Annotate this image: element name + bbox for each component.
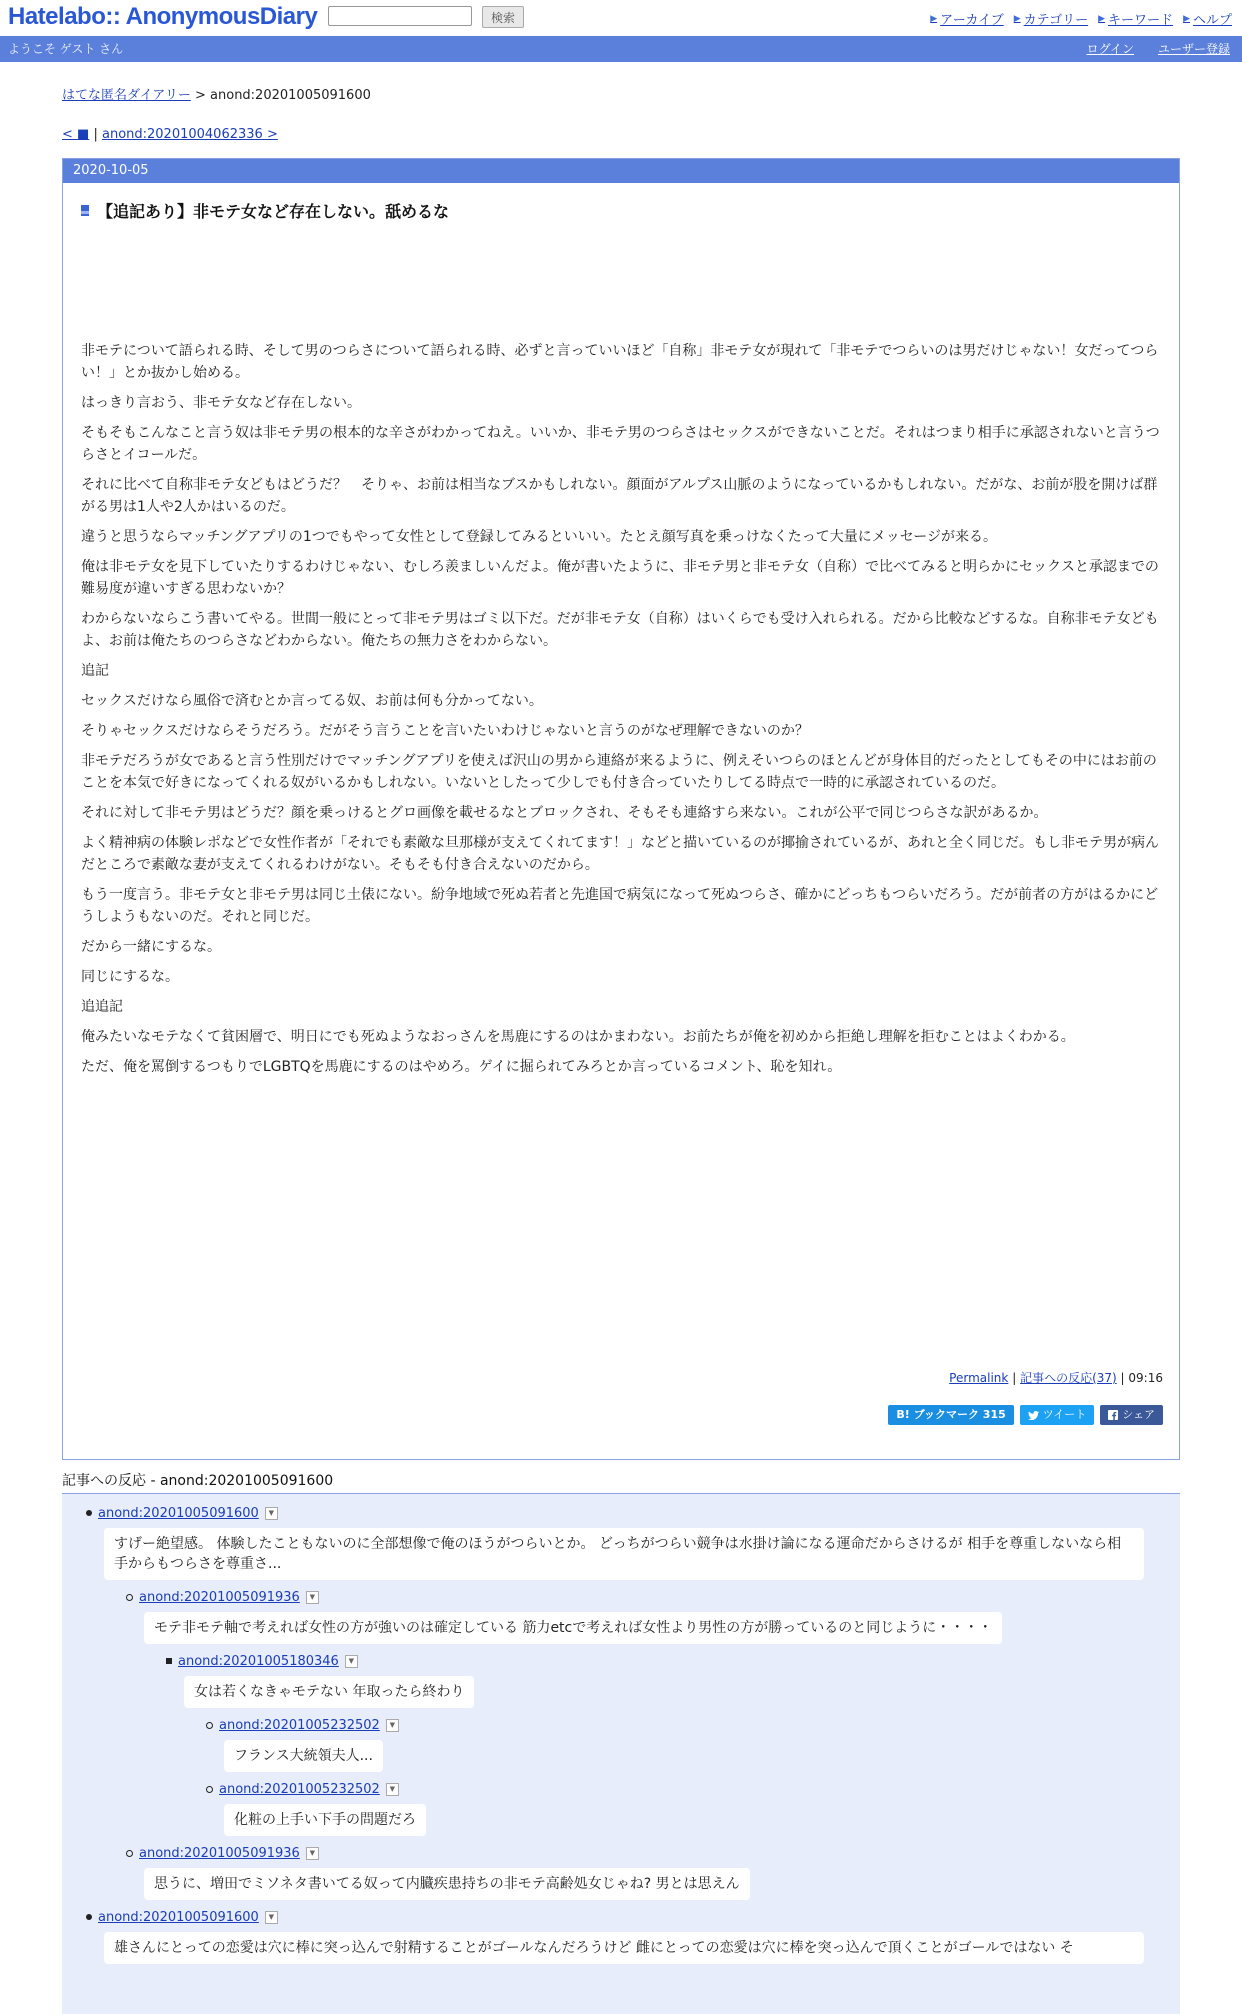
response-link[interactable]: anond:20201005180346 <box>178 1653 339 1669</box>
response-item <box>166 1650 1180 1714</box>
responses-title: 記事への反応 - anond:20201005091600 <box>62 1470 1180 1494</box>
search-button[interactable]: 検索 <box>482 6 524 28</box>
response-item <box>86 1906 1180 1974</box>
response-link[interactable]: anond:20201005232502 <box>219 1781 380 1797</box>
bullet-disc-icon <box>86 1914 92 1920</box>
diary-entry <box>62 158 1180 1460</box>
dropdown-icon[interactable]: ▼ <box>265 1507 278 1520</box>
bullet-square-icon <box>166 1658 172 1664</box>
response-link[interactable]: anond:20201005091936 <box>139 1845 300 1861</box>
dropdown-icon[interactable]: ▼ <box>306 1591 319 1604</box>
footer-separator: | <box>1120 1371 1125 1385</box>
entry-paragraph: 俺みたいなモテなくて貧困層で、明日にでも死ぬようなおっさんを馬鹿にするのはかまわない。お前たちが俺を初めから拒絶し理解を拒むことはよくわかる。 <box>81 1029 1075 1045</box>
facebook-share-button[interactable]: シェア <box>1100 1405 1163 1425</box>
facebook-icon <box>1108 1410 1118 1420</box>
entry-paragraph: それに比べて自称非モテ女どもはどうだ？ そりゃ、お前は相当なブスかもしれない。顔面がアルプス山脈のようになっているかもしれない。だがな、お前が股を開けば群がる男は1人や2人かはいるのだ。 <box>81 477 1158 515</box>
bullet-circle-icon <box>126 1850 133 1857</box>
bullet-circle-icon <box>206 1722 213 1729</box>
entry-paragraph: 非モテだろうが女であると言う性別だけでマッチングアプリを使えば沢山の男から連絡が来るように、例えそいつらのほとんどが身体目的だったとしてもその中にはお前のことを本気で好きになってくれる奴がいるかもしれない。いないとしたって少しでも付き合っていたりしてる時点で一時的に承認されているのだ。 <box>81 753 1157 791</box>
breadcrumb-current: anond:20201005091600 <box>210 88 371 103</box>
chevron-right-icon: ▶ <box>930 13 938 24</box>
dropdown-icon[interactable]: ▼ <box>386 1719 399 1732</box>
search-input[interactable] <box>328 6 472 26</box>
welcome-text: ようこそ ゲスト さん <box>8 42 124 56</box>
entry-footer <box>949 1369 1163 1386</box>
breadcrumb-separator: > <box>194 88 206 103</box>
response-item <box>86 1502 1180 1586</box>
entry-paragraph: セックスだけなら風俗で済むとか言ってる奴、お前は何も分かってない。 <box>81 693 543 709</box>
chevron-right-icon: ▶ <box>1013 13 1021 24</box>
entry-paragraph: わからないならこう書いてやる。世間一般にとって非モテ男はゴミ以下だ。だが非モテ女（自称）はいくらでも受け入れられる。だから比較などするな。自称非モテ女どもよ、お前は俺たちのつらさなどわからない。俺たちの無力さをわからない。 <box>81 611 1159 649</box>
bullet-disc-icon <box>86 1510 92 1516</box>
dropdown-icon[interactable]: ▼ <box>386 1783 399 1796</box>
entry-date: 2020-10-05 <box>63 159 1179 183</box>
chevron-right-icon: ▶ <box>1098 13 1106 24</box>
next-entry-link[interactable]: anond:20201004062336 > <box>101 127 278 142</box>
permalink-link[interactable]: Permalink <box>949 1371 1009 1385</box>
entry-paragraph: 追追記 <box>81 999 123 1015</box>
main-content <box>62 84 1180 2014</box>
response-text: 雄さんにとっての恋愛は穴に棒に突っ込んで射精することがゴールなんだろうけど 雌にとっての恋愛は穴に棒を突っ込んで頂くことがゴールではない そ <box>104 1932 1144 1964</box>
entry-title-text: 【追記あり】非モテ女など存在しない。舐めるな <box>97 202 450 221</box>
entry-paragraph: 違うと思うならマッチングアプリの1つでもやって女性として登録してみるといいい。たとえ顔写真を乗っけなくたって大量にメッセージが来る。 <box>81 529 997 545</box>
site-header <box>0 0 1242 36</box>
login-link[interactable]: ログイン <box>1086 42 1134 56</box>
response-item <box>126 1586 1180 1650</box>
welcome-bar <box>0 36 1242 62</box>
entry-time: 09:16 <box>1128 1371 1163 1385</box>
response-item <box>206 1714 1180 1778</box>
entry-paragraph: よく精神病の体験レポなどで女性作者が「それでも素敵な旦那様が支えてくれてます！」などと描いているのが揶揄されているが、あれと全く同じだ。もし非モテ男が病んだところで素敵な妻が支えてくれるわけがない。そもそも付き合えないのだから。 <box>81 835 1159 873</box>
entry-paragraph: そもそもこんなこと言う奴は非モテ男の根本的な辛さがわかってねえ。いいか、非モテ男のつらさはセックスができないことだ。それはつまり相手に承認されないと言うつらさとイコールだ。 <box>81 425 1160 463</box>
response-link[interactable]: anond:20201005091600 <box>98 1505 259 1521</box>
response-text: 化粧の上手い下手の問題だろ <box>224 1804 426 1836</box>
tweet-button[interactable]: ツイート <box>1020 1405 1094 1425</box>
pager <box>62 127 1180 142</box>
response-text: 思うに、増田でミソネタ書いてる奴って内臓疾患持ちの非モテ高齢処女じゃね? 男とは思えん <box>144 1868 750 1900</box>
entry-paragraph: だから一緒にするな。 <box>81 939 221 955</box>
dropdown-icon[interactable]: ▼ <box>306 1847 319 1860</box>
entry-paragraph: はっきり言おう、非モテ女など存在しない。 <box>81 395 361 411</box>
response-text: モテ非モテ軸で考えれば女性の方が強いのは確定している 筋力etcで考えれば女性より男性の方が勝っているのと同じように・・・・ <box>144 1612 1002 1644</box>
entry-paragraph: 追記 <box>81 663 109 679</box>
nav-keyword[interactable]: ▶ キーワード <box>1098 13 1174 28</box>
entry-paragraph: 非モテについて語られる時、そして男のつらさについて語られる時、必ずと言っていいほど「自称」非モテ女が現れて「非モテでつらいのは男だけじゃない！女だってつらい！」とか抜かし始める。 <box>81 343 1159 381</box>
entry-paragraph: もう一度言う。非モテ女と非モテ男は同じ土俵にない。紛争地域で死ぬ若者と先進国で病気になって死ぬつらさ、確かにどっちもつらいだろう。だが前者の方がはるかにどうしようもないのだ。それと同じだ。 <box>81 887 1159 925</box>
dropdown-icon[interactable]: ▼ <box>265 1911 278 1924</box>
dropdown-icon[interactable]: ▼ <box>345 1655 358 1668</box>
footer-separator: | <box>1012 1371 1017 1385</box>
response-link[interactable]: anond:20201005232502 <box>219 1717 380 1733</box>
nav-help[interactable]: ▶ ヘルプ <box>1183 13 1232 28</box>
nav-category[interactable]: ▶ カテゴリー <box>1013 13 1089 28</box>
nav-archive[interactable]: ▶ アーカイブ <box>930 13 1004 28</box>
response-item <box>126 1842 1180 1906</box>
breadcrumb-home[interactable]: はてな匿名ダイアリー <box>62 88 191 103</box>
response-text: すげー絶望感。 体験したこともないのに全部想像で俺のほうがつらいとか。 どっちがつらい競争は水掛け論になる運命だからさけるが 相手を尊重しないなら相手からもつらさを尊重さ... <box>104 1528 1144 1580</box>
bullet-circle-icon <box>126 1594 133 1601</box>
entry-body <box>81 340 1161 1078</box>
register-link[interactable]: ユーザー登録 <box>1157 42 1230 56</box>
site-logo[interactable]: Hatelabo:: AnonymousDiary <box>8 3 318 30</box>
response-link[interactable]: anond:20201005091936 <box>139 1589 300 1605</box>
pager-separator: | <box>93 127 98 142</box>
entry-paragraph: 俺は非モテ女を見下していたりするわけじゃない、むしろ羨ましいんだよ。俺が書いたように、非モテ男と非モテ女（自称）で比べてみると明らかにセックスと承認までの難易度が違いすぎる思わないか？ <box>81 559 1159 597</box>
response-text: 女は若くなきゃモテない 年取ったら終わり <box>184 1676 474 1708</box>
top-nav <box>930 9 1232 28</box>
share-buttons <box>888 1405 1163 1425</box>
entry-title <box>81 199 1179 222</box>
hatena-bookmark-icon: B! <box>896 1408 910 1421</box>
response-item <box>206 1778 1180 1842</box>
entry-paragraph: そりゃセックスだけならそうだろう。だがそう言うことを言いたいわけじゃないと言うのがなぜ理解できないのか？ <box>81 723 809 739</box>
responses-list <box>62 1494 1180 2014</box>
breadcrumb <box>62 84 1180 103</box>
response-text: フランス大統領夫人... <box>224 1740 383 1772</box>
hatena-bookmark-button[interactable]: B! ブックマーク 315 <box>888 1405 1013 1425</box>
entry-square-icon[interactable] <box>81 205 89 216</box>
chevron-right-icon: ▶ <box>1183 13 1190 24</box>
entry-paragraph: それに対して非モテ男はどうだ？顔を乗っけるとグロ画像を載せるなとブロックされ、そもそも連絡すら来ない。これが公平で同じつらさな訳があるか。 <box>81 805 1048 821</box>
prev-entry-link[interactable]: < ■ <box>62 127 90 142</box>
entry-paragraph: ただ、俺を罵倒するつもりでLGBTQを馬鹿にするのはやめろ。ゲイに掘られてみろとか言っているコメント、恥を知れ。 <box>81 1059 842 1075</box>
response-link[interactable]: anond:20201005091600 <box>98 1909 259 1925</box>
reactions-link[interactable]: 記事への反応(37) <box>1020 1371 1117 1385</box>
twitter-bird-icon <box>1028 1411 1039 1420</box>
entry-paragraph: 同じにするな。 <box>81 969 179 985</box>
bullet-circle-icon <box>206 1786 213 1793</box>
user-links <box>1087 36 1230 62</box>
